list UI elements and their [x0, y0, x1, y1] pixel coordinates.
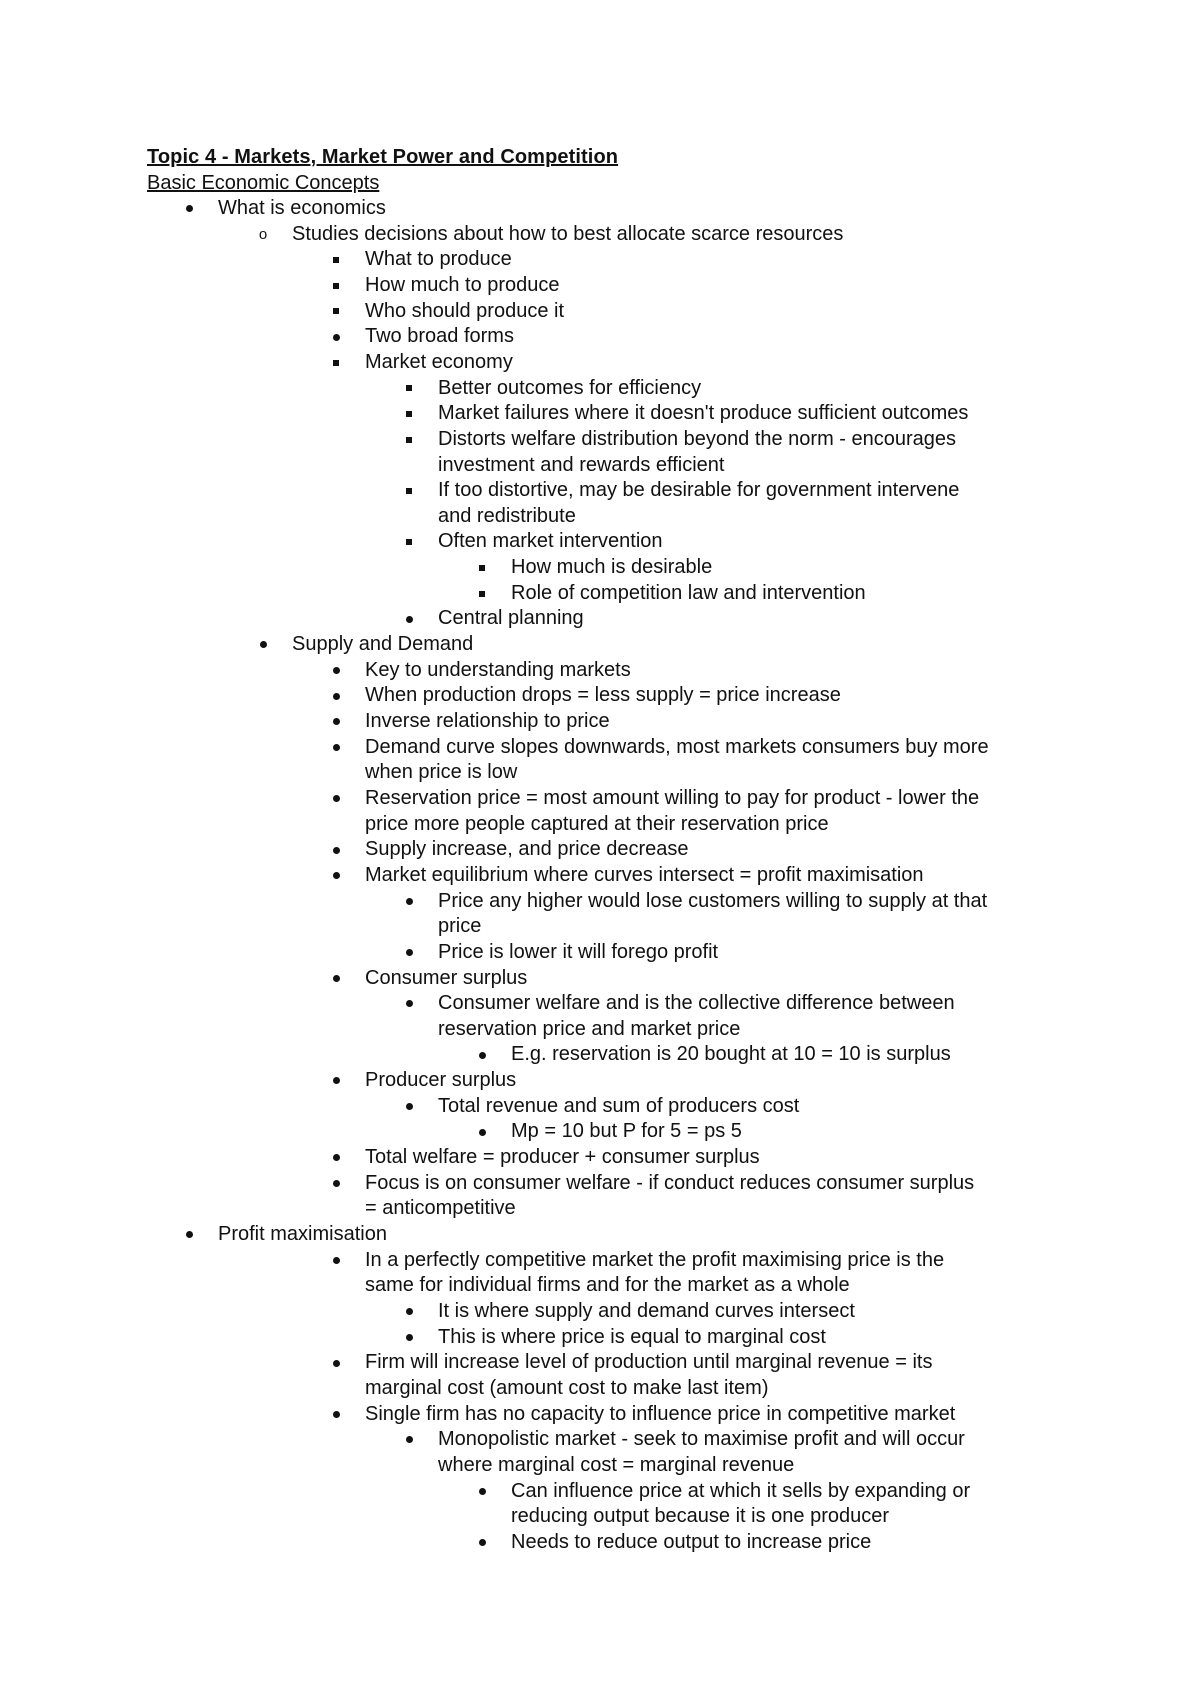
bullet-dot-icon [179, 1222, 199, 1247]
bullet-dot-icon [326, 863, 346, 888]
bullet-dot-icon [326, 1350, 346, 1375]
bullet-dot-icon [253, 632, 273, 657]
bullet-dot-icon [326, 324, 346, 349]
outline-text: Single firm has no capacity to influence price in competitive market [365, 1402, 956, 1425]
outline-text: reducing output because it is one producer [511, 1505, 890, 1528]
outline-text: Two broad forms [365, 325, 514, 348]
bullet-square-icon [399, 478, 419, 503]
outline-text: price more people captured at their reservation price [365, 812, 829, 835]
outline-text: This is where price is equal to marginal cost [438, 1325, 826, 1348]
bullet-square-icon [326, 350, 346, 375]
outline-text: when price is low [365, 761, 518, 784]
bullet-dot-icon [326, 1171, 346, 1196]
bullet-square-icon [326, 247, 346, 272]
outline-text: Distorts welfare distribution beyond the norm - encourages [438, 427, 957, 450]
bullet-square-icon [472, 555, 492, 580]
bullet-dot-icon [326, 1068, 346, 1093]
outline-text: Profit maximisation [218, 1223, 387, 1245]
outline-text: Mp = 10 but P for 5 = ps 5 [511, 1120, 742, 1143]
bullet-dot-icon [399, 940, 419, 965]
bullet-dot-icon [326, 1145, 346, 1170]
outline-text: where marginal cost = marginal revenue [438, 1453, 795, 1476]
bullet-dot-icon [399, 1325, 419, 1350]
outline-text: Price any higher would lose customers willing to supply at that [438, 889, 988, 912]
bullet-dot-icon [326, 786, 346, 811]
outline-text: What to produce [365, 248, 512, 271]
bullet-dot-icon [472, 1042, 492, 1067]
bullet-dot-icon [399, 1094, 419, 1119]
outline-text: Studies decisions about how to best allocate scarce resources [292, 222, 844, 245]
bullet-square-icon [326, 273, 346, 298]
outline-text: In a perfectly competitive market the profit maximising price is the [365, 1248, 945, 1271]
outline-text: and redistribute [438, 504, 576, 527]
outline-text: Total revenue and sum of producers cost [438, 1094, 800, 1117]
bullet-square-icon [399, 376, 419, 401]
outline-text: Central planning [438, 607, 584, 630]
bullet-square-icon [399, 401, 419, 426]
outline-text: Reservation price = most amount willing to pay for product - lower the [365, 786, 980, 809]
outline-text: Supply and Demand [292, 633, 474, 656]
outline-text: E.g. reservation is 20 bought at 10 = 10 is surplus [511, 1043, 951, 1066]
bullet-square-icon [399, 427, 419, 452]
outline-text: Can influence price at which it sells by expanding or [511, 1479, 971, 1502]
bullet-dot-icon [399, 991, 419, 1016]
bullet-dot-icon [326, 966, 346, 991]
outline-text: Role of competition law and intervention [511, 581, 866, 604]
bullet-dot-icon [326, 683, 346, 708]
outline-text: Supply increase, and price decrease [365, 838, 689, 861]
bullet-dot-icon [472, 1479, 492, 1504]
outline-text: Consumer surplus [365, 966, 528, 989]
document-title: Topic 4 - Markets, Market Power and Competition [147, 146, 619, 168]
outline-text: When production drops = less supply = price increase [365, 684, 841, 707]
bullet-dot-icon [326, 1248, 346, 1273]
outline-text: Often market intervention [438, 530, 663, 553]
bullet-circle-icon [253, 222, 273, 247]
bullet-dot-icon [399, 606, 419, 631]
outline-text: Better outcomes for efficiency [438, 376, 702, 399]
bullet-dot-icon [326, 1402, 346, 1427]
outline-text: Focus is on consumer welfare - if conduct reduces consumer surplus [365, 1171, 975, 1194]
bullet-dot-icon [472, 1530, 492, 1555]
outline-text: Price is lower it will forego profit [438, 940, 719, 963]
outline-text: marginal cost (amount cost to make last item) [365, 1376, 769, 1399]
outline-text: Monopolistic market - seek to maximise profit and will occur [438, 1428, 965, 1451]
bullet-square-icon [472, 581, 492, 606]
bullet-dot-icon [326, 709, 346, 734]
bullet-dot-icon [399, 1299, 419, 1324]
outline-text: Market equilibrium where curves intersect = profit maximisation [365, 863, 924, 886]
bullet-dot-icon [326, 837, 346, 862]
outline-text: Inverse relationship to price [365, 710, 610, 732]
outline-text: reservation price and market price [438, 1017, 741, 1040]
bullet-square-icon [399, 529, 419, 554]
bullet-dot-icon [326, 658, 346, 683]
outline-text: If too distortive, may be desirable for government intervene [438, 479, 960, 502]
outline-text: Firm will increase level of production until marginal revenue = its [365, 1351, 933, 1374]
bullet-dot-icon [399, 889, 419, 914]
bullet-dot-icon [399, 1427, 419, 1452]
outline-text: How much to produce [365, 273, 560, 296]
outline-text: What is economics [218, 197, 386, 219]
outline-text: Demand curve slopes downwards, most markets consumers buy more [365, 735, 989, 758]
bullet-dot-icon [179, 196, 199, 221]
outline-text: Market failures where it doesn't produce sufficient outcomes [438, 402, 969, 425]
section-heading: Basic Economic Concepts [147, 172, 380, 194]
outline-text: Key to understanding markets [365, 658, 631, 681]
outline-text: = anticompetitive [365, 1197, 516, 1220]
bullet-dot-icon [326, 735, 346, 760]
outline-text: price [438, 915, 482, 938]
outline-text: same for individual firms and for the market as a whole [365, 1274, 850, 1297]
outline-text: It is where supply and demand curves intersect [438, 1299, 855, 1322]
bullet-dot-icon [472, 1119, 492, 1144]
outline-text: Who should produce it [365, 299, 565, 322]
outline-text: Consumer welfare and is the collective difference between [438, 992, 955, 1015]
outline-text: Total welfare = producer + consumer surplus [365, 1146, 760, 1169]
outline-text: How much is desirable [511, 556, 713, 579]
outline-text: investment and rewards efficient [438, 453, 725, 476]
bullet-square-icon [326, 299, 346, 324]
outline-text: Producer surplus [365, 1069, 517, 1092]
outline-text: Market economy [365, 350, 513, 373]
outline-text: Needs to reduce output to increase price [511, 1530, 872, 1553]
